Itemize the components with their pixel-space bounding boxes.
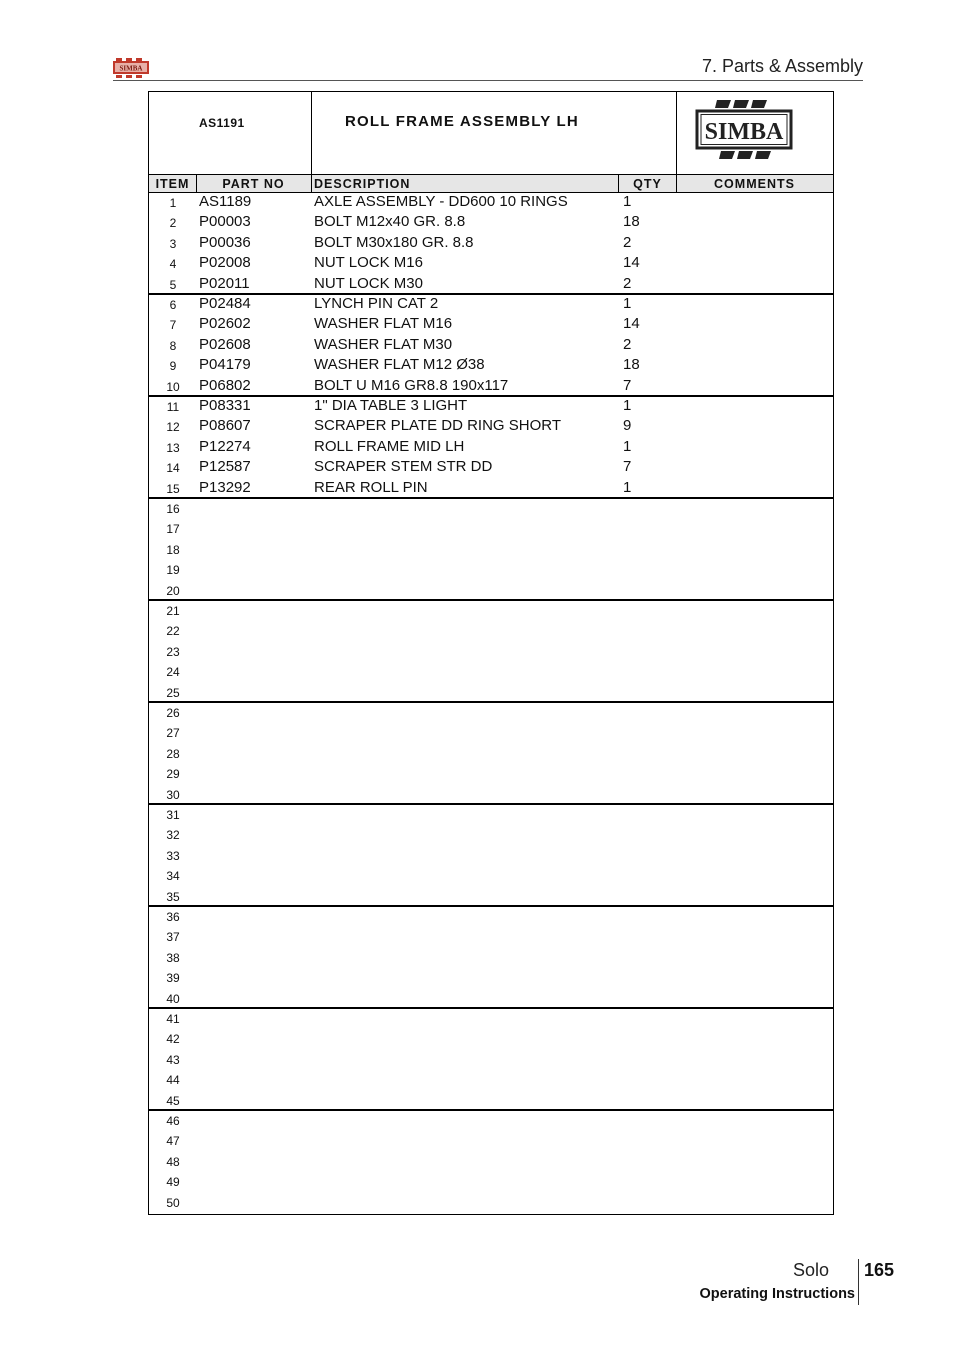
item-number: 44	[166, 1073, 180, 1088]
part-number: AS1189	[199, 193, 252, 210]
item-number: 42	[166, 1032, 180, 1047]
item-number: 17	[166, 522, 180, 537]
part-quantity: 1	[623, 295, 632, 312]
item-number: 3	[169, 236, 177, 251]
table-row	[149, 764, 833, 784]
assembly-code-cell	[149, 92, 312, 174]
table-row	[149, 254, 833, 274]
item-number: 50	[166, 1195, 180, 1210]
table-row	[149, 744, 833, 764]
item-number: 38	[166, 950, 180, 965]
item-number: 19	[166, 563, 180, 578]
item-number: 35	[166, 889, 180, 904]
table-row	[149, 1050, 833, 1070]
item-number: 8	[169, 338, 177, 353]
row-group	[149, 1009, 833, 1111]
row-group	[149, 601, 833, 703]
item-number: 18	[166, 542, 180, 557]
item-number: 28	[166, 746, 180, 761]
row-group	[149, 193, 833, 295]
row-group	[149, 499, 833, 601]
table-header	[149, 174, 833, 193]
table-row	[149, 581, 833, 601]
part-quantity: 1	[623, 478, 632, 496]
table-row	[149, 1091, 833, 1111]
part-description: SCRAPER STEM STR DD	[314, 458, 493, 476]
table-row	[149, 458, 833, 478]
part-number: P02608	[199, 335, 251, 353]
part-number: P08331	[199, 397, 251, 414]
item-number: 5	[169, 277, 177, 292]
part-quantity: 1	[623, 397, 632, 414]
part-number: P12587	[199, 458, 251, 476]
item-number: 20	[166, 583, 180, 598]
item-number: 23	[166, 644, 180, 659]
table-row	[149, 887, 833, 907]
item-number: 11	[166, 400, 180, 414]
item-number: 21	[166, 604, 180, 618]
table-row	[149, 1009, 833, 1029]
table-row	[149, 275, 833, 295]
part-description: BOLT U M16 GR8.8 190x117	[314, 376, 509, 394]
logo-cell	[676, 92, 834, 174]
part-quantity: 2	[623, 335, 632, 353]
row-group	[149, 295, 833, 397]
item-number: 43	[166, 1052, 180, 1067]
part-quantity: 2	[623, 233, 632, 251]
item-number: 1	[169, 196, 177, 210]
col-part-no: PART NO	[196, 175, 312, 192]
part-quantity: 2	[623, 274, 632, 292]
item-number: 13	[166, 440, 180, 455]
table-row	[149, 1029, 833, 1049]
table-row	[149, 336, 833, 356]
part-quantity: 14	[623, 254, 640, 272]
part-quantity: 18	[623, 213, 640, 231]
table-row	[149, 519, 833, 539]
item-number: 49	[166, 1175, 180, 1190]
page-number: 165	[864, 1260, 895, 1280]
item-number: 22	[166, 624, 180, 639]
table-row	[149, 234, 833, 254]
part-description: NUT LOCK M30	[314, 274, 423, 292]
item-number: 29	[166, 767, 180, 782]
part-number: P00036	[199, 233, 251, 251]
table-row	[149, 479, 833, 499]
item-number: 37	[166, 930, 180, 945]
table-row	[149, 560, 833, 580]
part-quantity: 1	[623, 193, 632, 210]
item-number: 4	[169, 257, 177, 272]
table-row	[149, 927, 833, 947]
table-row	[149, 642, 833, 662]
table-row	[149, 621, 833, 641]
parts-sheet	[148, 91, 834, 1215]
part-description: REAR ROLL PIN	[314, 478, 428, 496]
part-quantity: 7	[623, 458, 632, 476]
item-number: 26	[166, 706, 180, 720]
item-number: 45	[166, 1093, 180, 1108]
part-description: WASHER FLAT M30	[314, 335, 453, 353]
table-row	[149, 499, 833, 519]
part-number: P06802	[199, 376, 251, 394]
part-description: NUT LOCK M16	[314, 254, 423, 272]
title-row	[149, 92, 833, 174]
table-row	[149, 356, 833, 376]
part-description: BOLT M30x180 GR. 8.8	[314, 233, 474, 251]
header-divider	[113, 80, 863, 81]
row-group	[149, 703, 833, 805]
col-qty: QTY	[619, 175, 677, 192]
part-quantity: 18	[623, 356, 640, 374]
table-row	[149, 785, 833, 805]
part-description: AXLE ASSEMBLY - DD600 10 RINGS	[314, 193, 568, 210]
footer-subtitle: Operating Instructions	[699, 1286, 855, 1302]
table-row	[149, 948, 833, 968]
item-number: 39	[166, 971, 180, 986]
part-quantity: 7	[623, 376, 632, 394]
simba-logo-icon	[695, 98, 793, 161]
table-row	[149, 1152, 833, 1172]
item-number: 41	[166, 1012, 180, 1026]
table-row	[149, 723, 833, 743]
table-row	[149, 417, 833, 437]
svg-text:SIMBA: SIMBA	[119, 64, 143, 73]
table-row	[149, 377, 833, 397]
table-row	[149, 213, 833, 233]
product-name: Solo	[792, 1260, 829, 1280]
item-number: 46	[166, 1114, 180, 1128]
item-number: 30	[166, 787, 180, 802]
table-row	[149, 907, 833, 927]
part-description: WASHER FLAT M16	[314, 315, 453, 333]
assembly-code: AS1191	[199, 116, 245, 130]
col-description: DESCRIPTION	[311, 175, 619, 192]
item-number: 7	[169, 318, 177, 333]
simba-small-logo-icon	[113, 58, 149, 78]
item-number: 14	[166, 461, 180, 476]
table-row	[149, 989, 833, 1009]
table-row	[149, 703, 833, 723]
table-row	[149, 1131, 833, 1151]
col-item: ITEM	[149, 175, 197, 192]
table-row	[149, 601, 833, 621]
row-group	[149, 1111, 833, 1213]
table-row	[149, 1070, 833, 1090]
parts-table-body	[149, 193, 833, 1213]
item-number: 36	[166, 910, 180, 924]
table-row	[149, 825, 833, 845]
part-quantity: 9	[623, 417, 632, 435]
item-number: 40	[166, 991, 180, 1006]
part-number: P02011	[199, 274, 250, 292]
item-number: 2	[169, 216, 177, 231]
table-row	[149, 315, 833, 335]
item-number: 33	[166, 848, 180, 863]
footer-divider	[858, 1259, 859, 1305]
item-number: 24	[166, 665, 180, 680]
table-row	[149, 683, 833, 703]
part-number: P08607	[199, 417, 251, 435]
item-number: 31	[166, 808, 180, 822]
table-row	[149, 438, 833, 458]
part-quantity: 14	[623, 315, 640, 333]
row-group	[149, 805, 833, 907]
part-quantity: 1	[623, 437, 632, 455]
part-number: P04179	[199, 356, 251, 374]
table-row	[149, 805, 833, 825]
section-title: 7. Parts & Assembly	[701, 56, 863, 76]
table-row	[149, 866, 833, 886]
part-number: P02008	[199, 254, 251, 272]
part-description: SCRAPER PLATE DD RING SHORT	[314, 417, 561, 435]
part-number: P12274	[199, 437, 251, 455]
item-number: 48	[166, 1154, 180, 1169]
table-row	[149, 1111, 833, 1131]
part-description: WASHER FLAT M12 Ø38	[314, 356, 485, 374]
item-number: 15	[166, 481, 180, 496]
simba-logo-text: SIMBA	[704, 119, 784, 145]
part-number: P00003	[199, 213, 251, 231]
item-number: 25	[166, 685, 180, 700]
table-row	[149, 540, 833, 560]
table-row	[149, 295, 833, 315]
col-comments: COMMENTS	[714, 177, 795, 191]
part-description: ROLL FRAME MID LH	[314, 437, 465, 455]
table-row	[149, 662, 833, 682]
item-number: 10	[166, 379, 180, 394]
item-number: 34	[166, 869, 180, 884]
item-number: 32	[166, 828, 180, 843]
table-row	[149, 846, 833, 866]
part-number: P13292	[199, 478, 251, 496]
part-number: P02484	[199, 295, 251, 312]
part-description: 1" DIA TABLE 3 LIGHT	[314, 397, 468, 414]
item-number: 6	[169, 298, 177, 312]
row-group	[149, 907, 833, 1009]
row-group	[149, 397, 833, 499]
part-description: BOLT M12x40 GR. 8.8	[314, 213, 466, 231]
item-number: 12	[166, 420, 180, 435]
item-number: 9	[169, 359, 177, 374]
item-number: 16	[166, 502, 180, 516]
item-number: 47	[166, 1134, 180, 1149]
table-row	[149, 1172, 833, 1192]
part-description: LYNCH PIN CAT 2	[314, 295, 439, 312]
assembly-title: ROLL FRAME ASSEMBLY LH	[345, 113, 579, 130]
table-row	[149, 193, 833, 213]
item-number: 27	[166, 726, 180, 741]
part-number: P02602	[199, 315, 251, 333]
table-row	[149, 397, 833, 417]
table-row	[149, 1193, 833, 1213]
table-row	[149, 968, 833, 988]
